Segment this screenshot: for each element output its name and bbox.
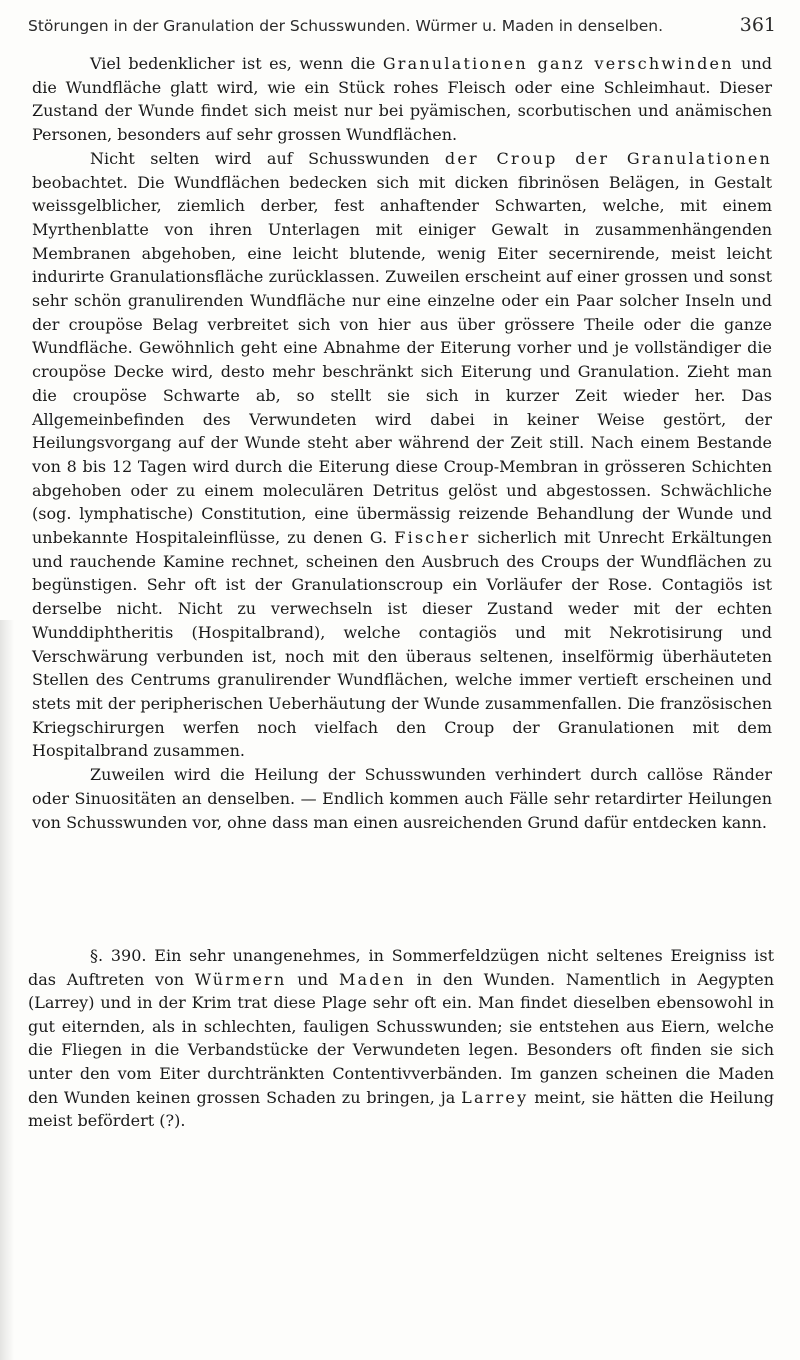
body-text xyxy=(32,52,772,834)
author-name-larrey: Larrey xyxy=(461,1087,529,1107)
text-span: Viel bedenklicher ist es, wenn die xyxy=(90,54,383,73)
page-gutter-shadow xyxy=(0,620,14,1360)
text-span: §. 390. Ein sehr unangenehmes, in Sommerfeldzügen nicht seltenes Ereigniss ist das Auftreten von xyxy=(28,946,774,989)
emphasis-maggots: Maden xyxy=(338,969,406,989)
text-span: Zuweilen wird die Heilung der Schusswunden verhindert durch callöse Ränder oder Sinuositäten an denselben. — Endlich kommen auch Fälle sehr retardirter Heilungen von Schusswunden vor, ohne dass man einen ausreichenden Grund dafür entdecken kann. xyxy=(32,765,772,832)
emphasis-spaced: Granulationen ganz verschwinden xyxy=(382,54,734,73)
text-span: in den Wunden. Namentlich in Aegypten (Larrey) und in der Krim trat diese Plage sehr oft ein. Man findet dieselben ebensowohl in gut eiternden, als in schlechten, fauligen Schusswunden; sie entstehen aus Eiern, welche die Fliegen in die Verbandstücke der Verwundeten legen. Besonders oft finden sie sich unter den vom Eiter durchtränkten Contentivverbänden. Im ganzen scheinen die Maden den Wunden keinen grossen Schaden zu bringen, ja xyxy=(28,969,774,1107)
paragraph-callous-edges xyxy=(32,763,772,834)
paragraph-granulation-croup xyxy=(32,147,772,763)
paragraph-worms-maggots xyxy=(28,944,774,1133)
text-span: und die Wundfläche glatt wird, wie ein Stück rohes Fleisch oder eine Schleimhaut. Dieser Zustand der Wunde findet sich meist nur bei pyämischen, scorbutischen und anämischen Personen, besonders auf sehr grossen Wundflächen. xyxy=(32,54,773,145)
page-number: 361 xyxy=(739,14,776,36)
text-span: und xyxy=(286,969,339,989)
text-span: meint, sie hätten die Heilung meist befördert (?). xyxy=(28,1087,774,1131)
running-head-title: Störungen in der Granulation der Schusswunden. Würmer u. Maden in denselben. xyxy=(28,17,664,35)
emphasis-spaced: der Croup der Granulationen xyxy=(444,148,772,168)
running-head xyxy=(28,14,776,38)
author-name-fischer: Fischer xyxy=(394,528,471,548)
section-390 xyxy=(28,944,774,1133)
paragraph-granulation-disappearance xyxy=(32,52,772,147)
emphasis-worms: Würmern xyxy=(194,969,287,989)
text-span: sicherlich mit Unrecht Erkältungen und rauchende Kamine rechnet, scheinen den Ausbruch des Croups der Wundflächen zu begünstigen. Sehr oft ist der Granulationscroup ein Vorläufer der Rose. Contagiös ist derselbe nicht. Nicht zu verwechseln ist dieser Zustand weder mit der echten Wunddiphtheritis (Hospitalbrand), welche contagiös und mit Nekrotisirung und Verschwärung verbunden ist, noch mit den überaus seltenen, inselförmig überhäuteten Stellen des Centrums granulirender Wundflächen, welche immer vertieft erscheinen und stets mit der peripherischen Ueberhäutung der Wunde zusammenfallen. Die französischen Kriegschirurgen werfen noch vielfach den Croup der Granulationen mit dem Hospitalbrand zusammen. xyxy=(32,528,773,761)
text-span: Nicht selten wird auf Schusswunden xyxy=(90,148,445,168)
text-span: beobachtet. Die Wundflächen bedecken sich mit dicken fibrinösen Belägen, in Gestalt weissgelblicher, ziemlich derber, fest anhaftender Schwarten, welche, mit einem Myrthenblatte von ihren Unterlagen mit einiger Gewalt in zusammenhängenden Membranen abgehoben, eine leicht blutende, wenig Eiter secernirende, meist leicht indurirte Granulationsfläche zurücklassen. Zuweilen erscheint auf einer grossen und sonst sehr schön granulirenden Wundfläche nur eine einzelne oder ein Paar solcher Inseln und der croupöse Belag verbreitet sich von hier aus über grössere Theile oder die ganze Wundfläche. Gewöhnlich geht eine Abnahme der Eiterung vorher und je vollständiger die croupöse Decke wird, desto mehr beschränkt sich Eiterung und Granulation. Zieht man die croupöse Schwarte ab, so stellt sie sich in kurzer Zeit wieder her. Das Allgemeinbefinden des Verwundeten wird dabei in keiner Weise gestört, der Heilungsvorgang auf der Wunde steht aber während der Zeit still. Nach einem Bestande von 8 bis 12 Tagen wird durch die Eiterung diese Croup-Membran in grösseren Schichten abgehoben oder zu einem moleculären Detritus gelöst und abgestossen. Schwächliche (sog. lymphatische) Constitution, eine übermässig reizende Behandlung der Wunde und unbekannte Hospitaleinflüsse, zu denen G. xyxy=(32,172,772,548)
